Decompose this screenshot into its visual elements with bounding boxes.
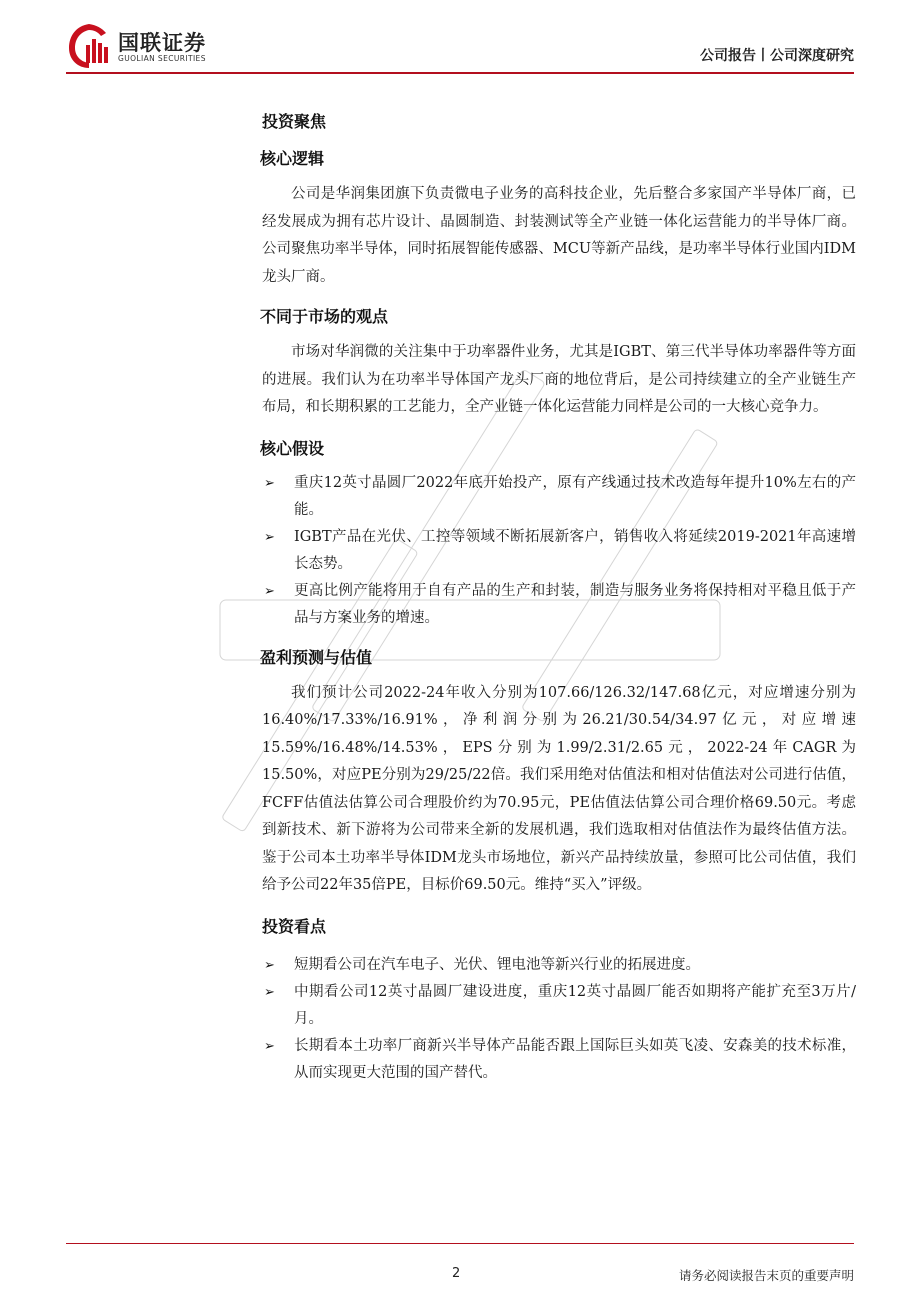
footer-divider — [66, 1243, 854, 1244]
report-type-label: 公司报告丨公司深度研究 — [700, 48, 854, 64]
list-item: ➢ 重庆12英寸晶圆厂2022年底开始投产，原有产线通过技术改造每年提升10%左右的产能。 — [262, 470, 856, 524]
page-number: 2 — [452, 1266, 461, 1281]
bullet-arrow-icon: ➢ — [264, 1038, 275, 1054]
different-view-paragraph: 市场对华润微的关注集中于功率器件业务，尤其是IGBT、第三代半导体功率器件等方面的进展。我们认为在功率半导体国产龙头厂商的地位背后，是公司持续建立的全产业链生产布局，和长期积累的工艺能力，全产业链一体化运营能力同样是公司的一大核心竞争力。 — [262, 344, 856, 415]
bullet-arrow-icon: ➢ — [264, 475, 275, 491]
logo-text-cn: 国联证券 — [118, 31, 206, 55]
logo-text-en: GUOLIAN SECURITIES — [118, 54, 206, 63]
bullet-arrow-icon: ➢ — [264, 529, 275, 545]
forecast-paragraph: 我们预计公司2022-24年收入分别为107.66/126.32/147.68亿元，对应增速分别为16.40%/17.33%/16.91%，净利润分别为26.21/30.54/34.97亿元，对应增速15.59%/16.48%/14.53%，EPS分别为1.99/2.31/2.65元，2022-24年CAGR为15.50%，对应PE分别为29/25/22倍。我们采用绝对估值法和相对估值法对公司进行估值，FCFF估值法估算公司合理股价约为70.95元，PE估值法估算公司合理价格69.50元。考虑到新技术、新下游将为公司带来全新的发展机遇，我们选取相对估值法作为最终估值方法。鉴于公司本土功率半导体IDM龙头市场地位，新兴产品持续放量，参照可比公司估值，我们给予公司22年35倍PE，目标价69.50元。维持“买入”评级。 — [262, 684, 856, 893]
list-item: ➢ 短期看公司在汽车电子、光伏、锂电池等新兴行业的拓展进度。 — [262, 952, 856, 979]
core-assumptions-list — [262, 470, 856, 632]
list-item: ➢ 更高比例产能将用于自有产品的生产和封装，制造与服务业务将保持相对平稳且低于产品与方案业务的增速。 — [262, 578, 856, 632]
page-header — [0, 0, 920, 80]
report-body — [262, 108, 856, 1087]
header-divider — [66, 72, 854, 74]
list-item: ➢ IGBT产品在光伏、工控等领域不断拓展新客户，销售收入将延续2019-2021年高速增长态势。 — [262, 524, 856, 578]
bullet-arrow-icon: ➢ — [264, 957, 275, 973]
section-title-investment-focus: 投资聚焦 — [262, 112, 327, 131]
section-title-forecast: 盈利预测与估值 — [260, 647, 373, 667]
section-title-different-view: 不同于市场的观点 — [260, 307, 389, 326]
footer-disclaimer: 请务必阅读报告末页的重要声明 — [678, 1268, 854, 1283]
highlights-list — [262, 952, 856, 1087]
bullet-arrow-icon: ➢ — [264, 984, 275, 1000]
bullet-arrow-icon: ➢ — [264, 583, 275, 599]
section-title-core-logic: 核心逻辑 — [260, 149, 325, 168]
list-item: ➢ 长期看本土功率厂商新兴半导体产品能否跟上国际巨头如英飞凌、安森美的技术标准，从而实现更大范围的国产替代。 — [262, 1033, 856, 1087]
core-logic-paragraph: 公司是华润集团旗下负责微电子业务的高科技企业，先后整合多家国产半导体厂商，已经发展成为拥有芯片设计、晶圆制造、封装测试等全产业链一体化运营能力的半导体厂商。公司聚焦功率半导体，同时拓展智能传感器、MCU等新产品线，是功率半导体行业国内IDM龙头厂商。 — [262, 186, 856, 285]
guolian-logo-icon — [66, 21, 112, 71]
list-item: ➢ 中期看公司12英寸晶圆厂建设进度，重庆12英寸晶圆厂能否如期将产能扩充至3万片/月。 — [262, 979, 856, 1033]
section-title-core-assumptions: 核心假设 — [260, 438, 325, 458]
section-title-highlights: 投资看点 — [262, 916, 327, 936]
company-logo — [66, 21, 236, 71]
